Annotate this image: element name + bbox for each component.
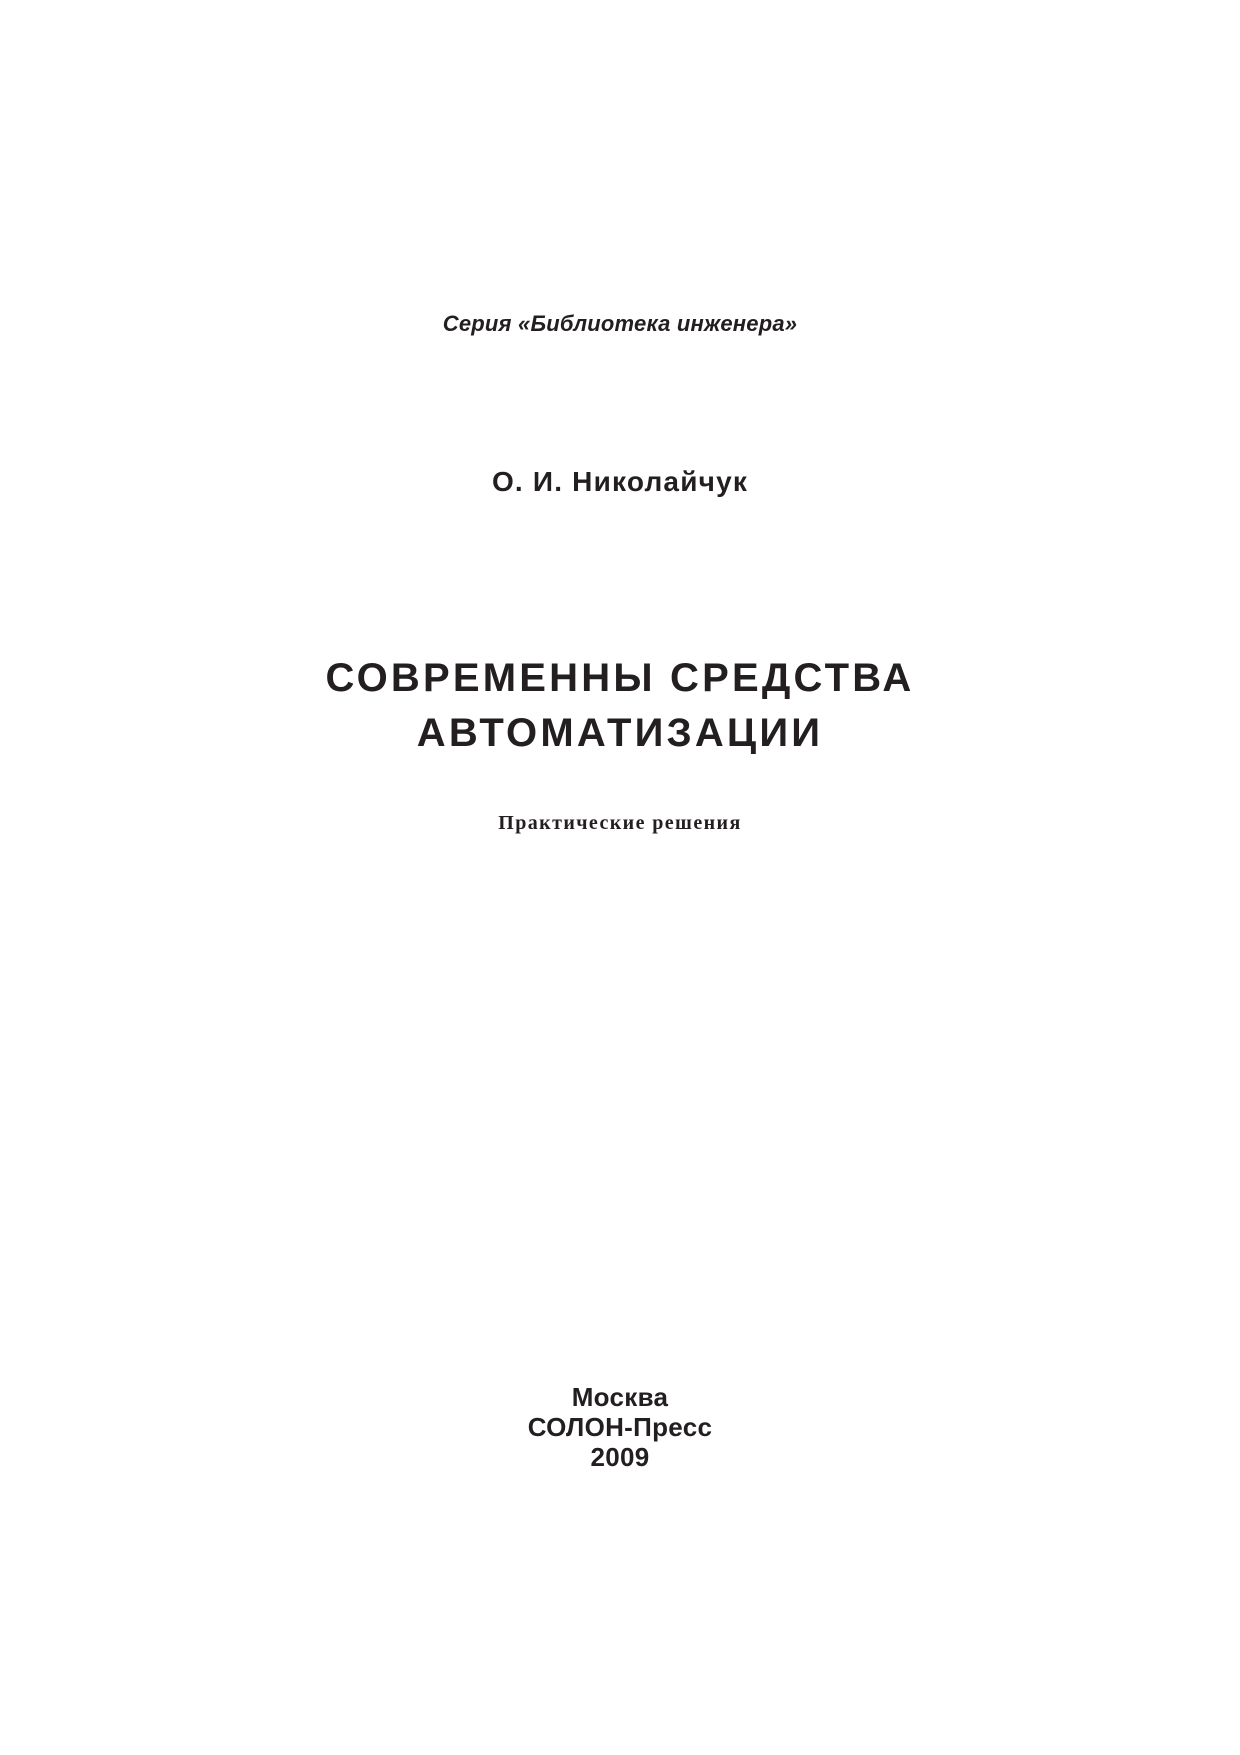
imprint [0, 1382, 1240, 1472]
imprint-year: 2009 [590, 1442, 650, 1472]
book-subtitle: Практические решения [498, 812, 742, 834]
imprint-city: Москва [571, 1382, 669, 1412]
imprint-publisher: СОЛОН-Пресс [527, 1412, 713, 1442]
series-name: Серия «Библиотека инженера» [442, 311, 798, 336]
book-title [0, 651, 1240, 761]
author-name: О. И. Николайчук [491, 466, 749, 497]
book-title-line-2: АВТОМАТИЗАЦИИ [416, 711, 824, 755]
book-title-line-1: СОВРЕМЕННЫ СРЕДСТВА [325, 656, 915, 700]
